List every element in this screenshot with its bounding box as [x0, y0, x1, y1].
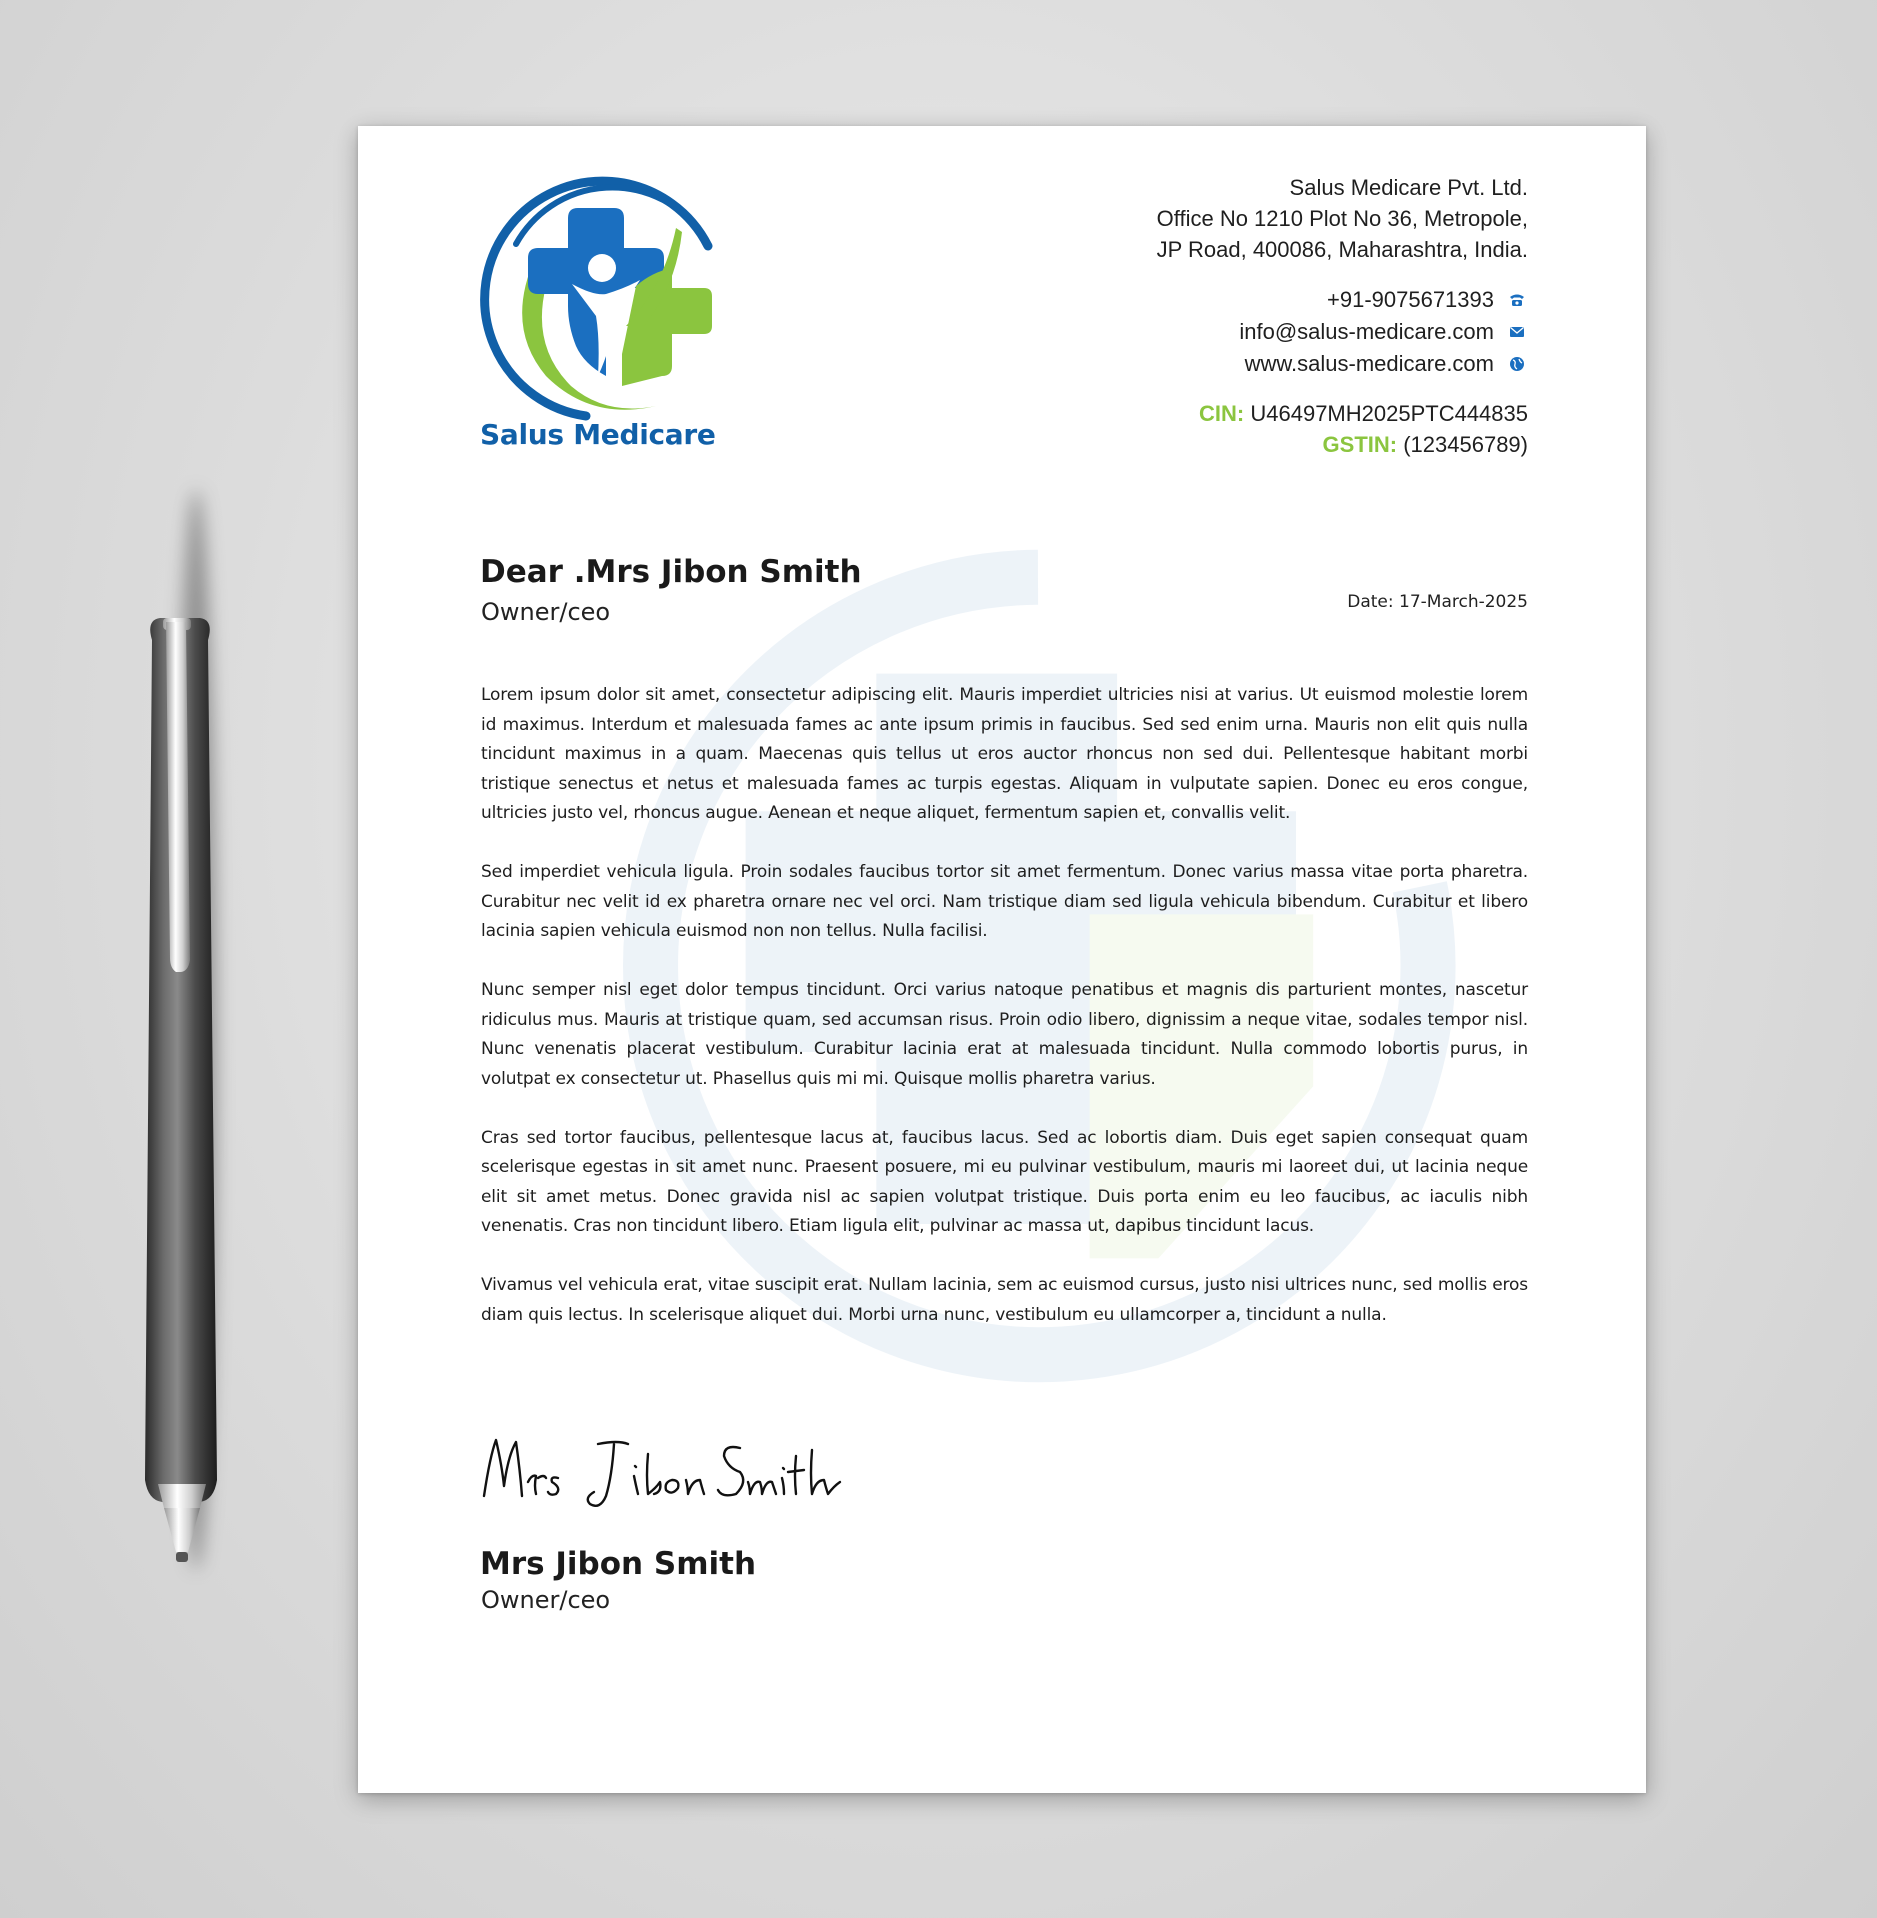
company-info [1157, 172, 1528, 460]
body-paragraph: Lorem ipsum dolor sit amet, consectetur adipiscing elit. Mauris imperdiet ultricies nisi at varius. Ut euismod molestie lorem id maximus. Interdum et malesuada fames ac ante ipsum primis in faucibus. Sed sed enim urna. Mauris non elit quis nulla tincidunt maximus in a quam. Maecenas quis tellus ut eros auctor rhoncus non sed dui. Pellentesque habitant morbi tristique senectus et netus et malesuada fames ac turpis egestas. Aliquam in vulputate sapien. Donec eu eros congue, ultricies justo vel, rhoncus augue. Aenean et neque aliquet, fermentum sapien et, convallis velit. [481, 685, 1528, 823]
handwritten-signature [478, 1426, 858, 1516]
gstin-label: GSTIN: [1322, 432, 1398, 457]
body-paragraph: Cras sed tortor faucibus, pellentesque lacus at, faucibus lacus. Sed ac lobortis diam. Duis eget sapien consequat quam scelerisque egestas in sit amet nunc. Praesent posuere, mi eu pulvinar vestibulum, mauris mi laoreet dui, ut lacinia neque elit sit amet metus. Donec gravida nisl ac sapien volutpat tristique. Duis porta enim eu leo faucibus, ac iaculis nibh venenatis. Cras non tincidunt libero. Etiam ligula elit, pulvinar ac massa ut, dapibus tincidunt lacus. [481, 1127, 1528, 1236]
letterhead-paper [358, 126, 1646, 1793]
phone-number: +91-9075671393 [1327, 287, 1494, 312]
signer-title: Owner/ceo [481, 1586, 611, 1614]
gstin-row [1157, 429, 1528, 460]
globe-icon [1508, 355, 1526, 373]
email-address: info@salus-medicare.com [1239, 319, 1494, 344]
gstin-value: (123456789) [1403, 432, 1528, 457]
salutation: Dear .Mrs Jibon Smith [480, 554, 862, 590]
salus-medicare-logo-icon [476, 176, 726, 426]
letter-body [481, 681, 1528, 1360]
contact-website [1157, 348, 1528, 380]
website-url: www.salus-medicare.com [1244, 351, 1494, 376]
brand-name: Salus Medicare [480, 418, 716, 451]
cin-label: CIN: [1199, 401, 1245, 426]
body-paragraph: Vivamus vel vehicula erat, vitae suscipit erat. Nullam lacinia, sem ac euismod cursus, justo nisi ultrices nunc, sed mollis eros diam quis lectus. In scelerisque aliquet dui. Morbi urna nunc, vestibulum eu ullamcorper a, tincidunt a nulla. [481, 1275, 1528, 1325]
cin-value: U46497MH2025PTC444835 [1250, 401, 1528, 426]
envelope-icon [1508, 323, 1526, 341]
registration-info [1157, 398, 1528, 460]
contact-list [1157, 284, 1528, 380]
company-name: Salus Medicare Pvt. Ltd. [1289, 175, 1528, 200]
body-paragraph: Sed imperdiet vehicula ligula. Proin sodales faucibus tortor sit amet fermentum. Donec varius massa vitae porta pharetra. Curabitur nec velit id ex pharetra ornare nec vel orci. Nam tristique diam sed ligula vehicula bibendum. Curabitur et libero lacinia sapien vehicula euismod non non tellus. Nulla facilisi. [481, 862, 1528, 941]
body-paragraph: Nunc semper nisl eget dolor tempus tincidunt. Orci varius natoque penatibus et magnis dis parturient montes, nascetur ridiculus mus. Mauris at tristique quam, sed accumsan risus. Proin odio libero, dignissim a neque vitae, sodales tempor nisl. Nunc venenatis placerat vestibulum. Curabitur lacinia erat at malesuada tincidunt. Nulla commodo lobortis purus, in volutpat ex consectetur ut. Phasellus quis mi mi. Quisque mollis pharetra varius. [481, 980, 1528, 1089]
contact-email [1157, 316, 1528, 348]
phone-icon [1508, 291, 1526, 309]
pen-illustration [0, 0, 400, 1918]
address-line-1: Office No 1210 Plot No 36, Metropole, [1156, 206, 1528, 231]
letter-date: Date: 17-March-2025 [1347, 592, 1528, 612]
address-line-2: JP Road, 400086, Maharashtra, India. [1156, 237, 1528, 262]
cin-row [1157, 398, 1528, 429]
signer-name: Mrs Jibon Smith [480, 1546, 757, 1582]
contact-phone [1157, 284, 1528, 316]
recipient-title: Owner/ceo [481, 598, 611, 626]
